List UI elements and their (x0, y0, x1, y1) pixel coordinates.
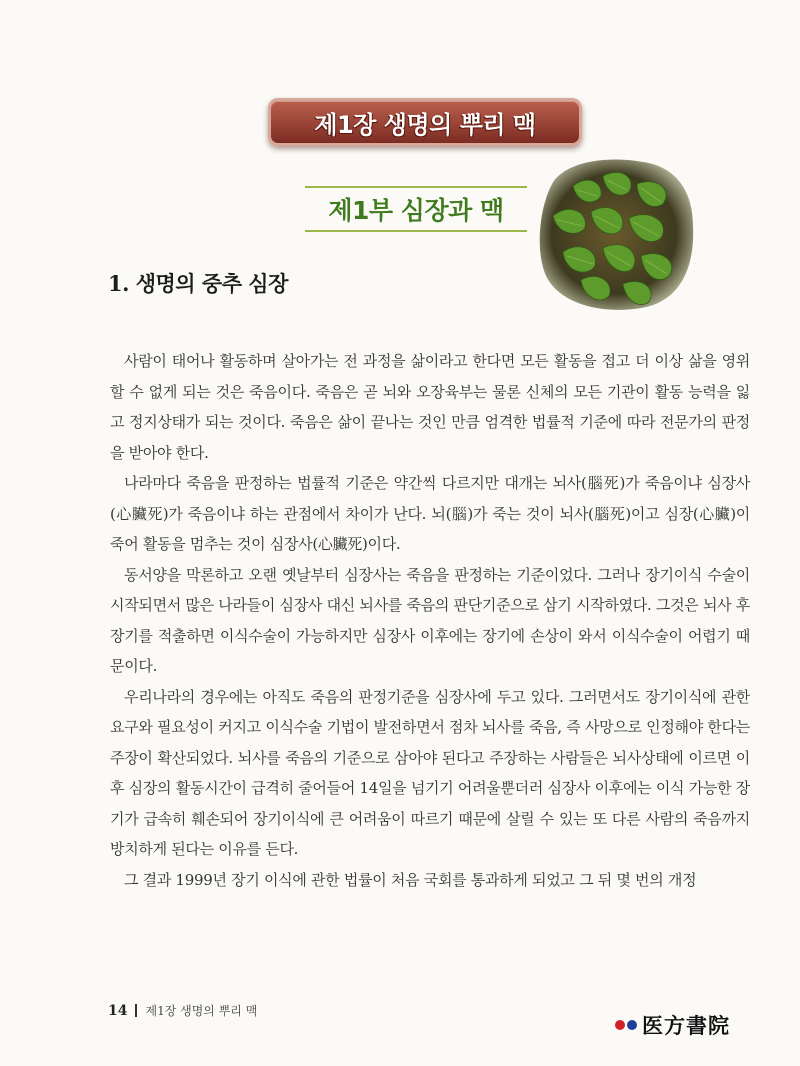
body-text (110, 346, 750, 895)
chapter-title-banner (268, 98, 582, 146)
chapter-title: 제1장 생명의 뿌리 맥 (314, 110, 536, 139)
paragraph: 그 결과 1999년 장기 이식에 관한 법률이 처음 국회를 통과하게 되었고 그 뒤 몇 번의 개정 (124, 870, 697, 889)
running-title: 제1장 생명의 뿌리 맥 (145, 1004, 258, 1018)
section-heading: 1. 생명의 중추 심장 (108, 271, 288, 296)
page-footer (108, 1002, 257, 1019)
page-number: 14 (108, 1002, 128, 1019)
blue-dot-icon (627, 1020, 637, 1030)
publisher-name: 医方書院 (642, 1013, 730, 1038)
paragraph: 우리나라의 경우에는 아직도 죽음의 판정기준을 심장사에 두고 있다. 그러면서도 장기이식에 관한 요구와 필요성이 커지고 이식수술 기법이 발전하면서 점차 뇌사를 죽음, 즉 사망으로 인정해야 한다는 주장이 확산되었다. 뇌사를 죽음의 기준으로 삼아야 된다고 주장하는 사람들은 뇌사상태에 이르면 이후 심장의 활동시간이 급격히 줄어들어 14일을 넘기기 어려울뿐더러 심장사 이후에는 이식 가능한 장기가 급속히 훼손되어 장기이식에 큰 어려움이 따르기 때문에 살릴 수 있는 또 다른 사람의 죽음까지 방치하게 된다는 이유를 든다. (110, 687, 750, 858)
paragraph: 동서양을 막론하고 오랜 옛날부터 심장사는 죽음을 판정하는 기준이었다. 그러나 장기이식 수술이 시작되면서 많은 나라들이 심장사 대신 뇌사를 죽음의 판단기준으로 삼기 시작하였다. 그것은 뇌사 후 장기를 적출하면 이식수술이 가능하지만 심장사 이후에는 장기에 손상이 와서 이식수술이 어렵기 때문이다. (110, 565, 750, 675)
red-dot-icon (615, 1020, 625, 1030)
plant-photo (533, 156, 695, 312)
part-title-box (305, 186, 527, 232)
footer-divider (135, 1004, 137, 1017)
paragraph: 사람이 태어나 활동하며 살아가는 전 과정을 삶이라고 한다면 모든 활동을 접고 더 이상 삶을 영위할 수 없게 되는 것은 죽음이다. 죽음은 곧 뇌와 오장육부는 물론 신체의 모든 기관이 활동 능력을 잃고 정지상태가 되는 것이다. 죽음은 삶이 끝나는 것인 만큼 엄격한 법률적 기준에 따라 전문가의 판정을 받아야 한다. (110, 352, 750, 462)
part-title: 제1부 심장과 맥 (328, 196, 504, 225)
paragraph: 나라마다 죽음을 판정하는 법률적 기준은 약간씩 다르지만 대개는 뇌사(腦死)가 죽음이냐 심장사(心臟死)가 죽음이냐 하는 관점에서 차이가 난다. 뇌(腦)가 죽는 것이 뇌사(腦死)이고 심장(心臟)이 죽어 활동을 멈추는 것이 심장사(心臟死)이다. (110, 474, 750, 553)
publisher-logo (615, 1010, 730, 1040)
